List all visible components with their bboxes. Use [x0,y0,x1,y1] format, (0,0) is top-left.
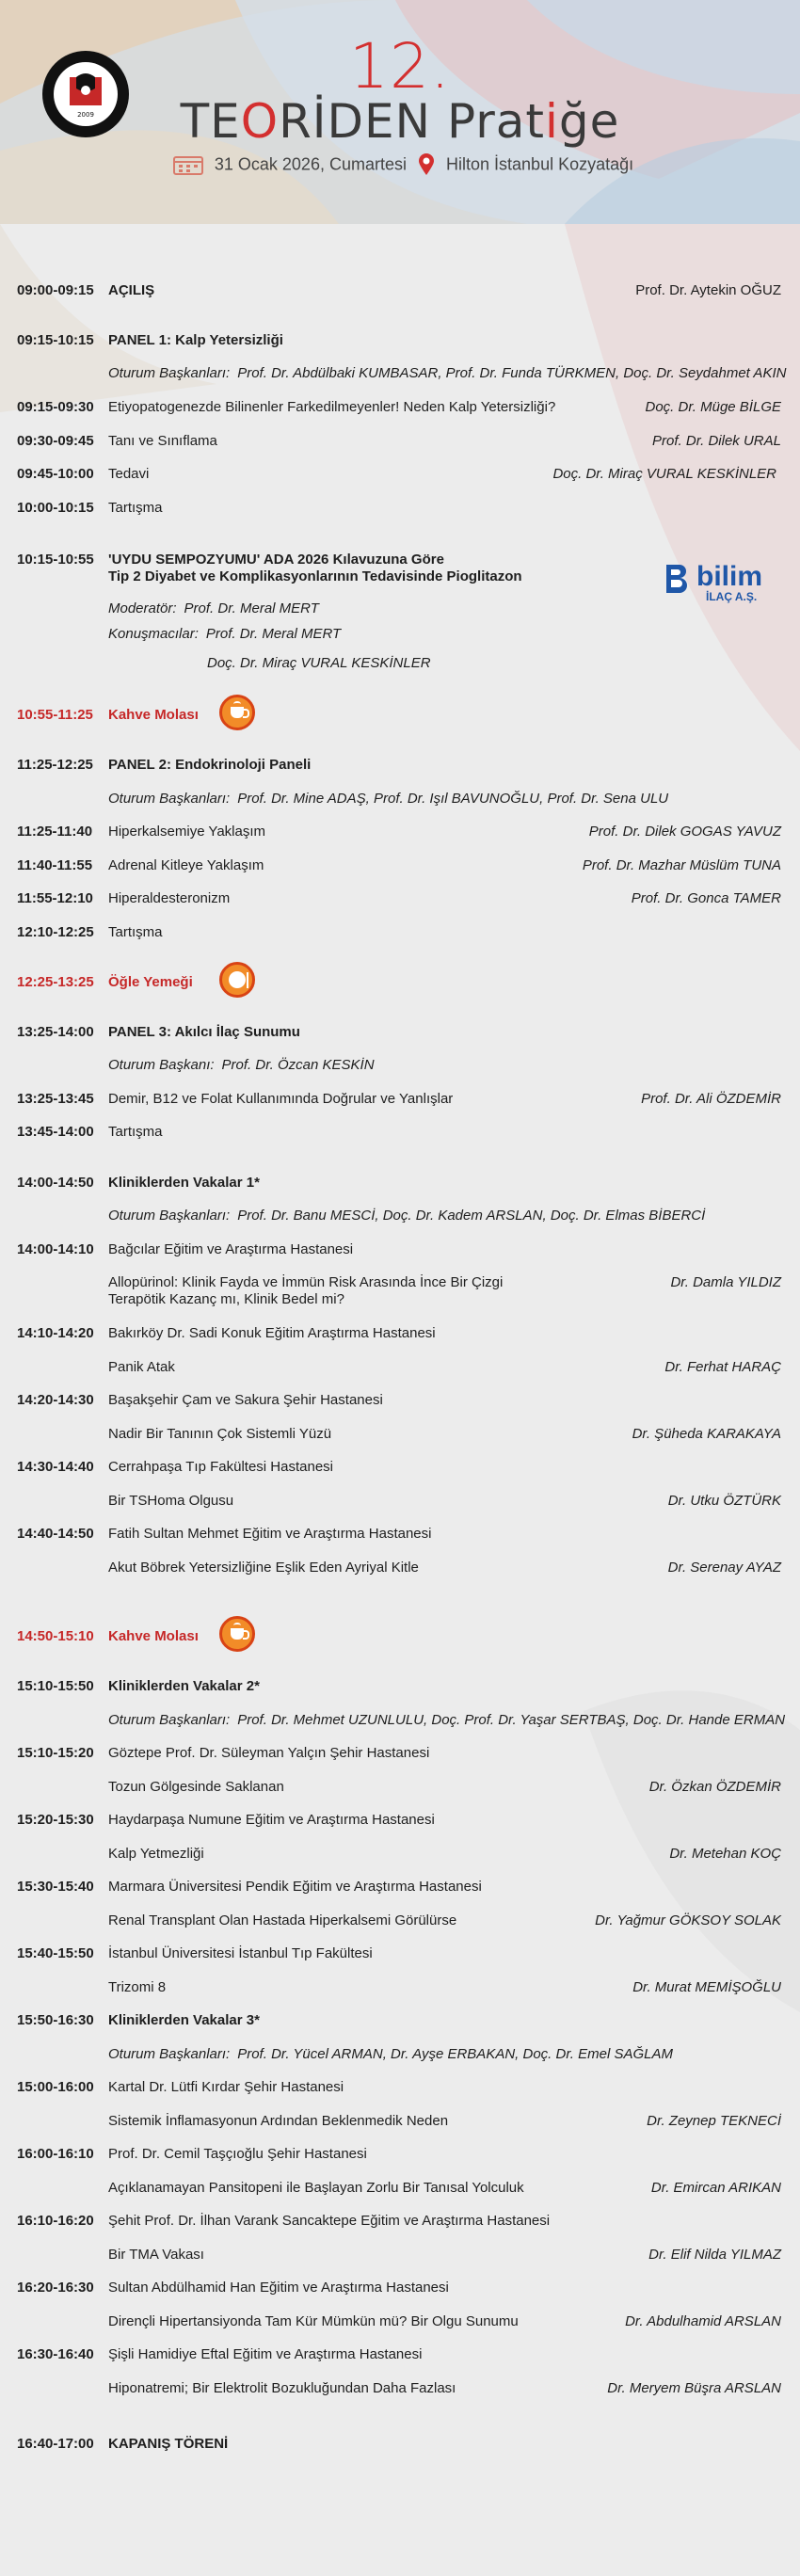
header-banner [0,0,800,224]
event-meta [0,152,800,177]
svg-text:2009: 2009 [77,111,94,119]
event-date: 31 Ocak 2026, Cumartesi [214,154,407,174]
edition-number: 12. [349,30,451,103]
svg-text:İLAÇ A.Ş.: İLAÇ A.Ş. [706,590,758,603]
bilim-ilac-logo [663,546,774,609]
event-venue: Hilton İstanbul Kozyatağı [446,154,634,174]
event-title: TEORİDEN Pratiğe [180,94,620,149]
svg-text:bilim: bilim [696,561,763,592]
location-pin-icon [417,152,436,177]
bilim-logo-mark [663,546,774,604]
coffee-cup-icon [219,695,255,730]
coffee-cup-icon [219,1616,255,1652]
program-schedule: bilim İLAÇ A.Ş. 09:00-09:15 AÇILIŞ Prof. Dr. Aytekin OĞUZ 09:15-10:15 PANEL 1: Kalp Yetersizliği Oturum Başkanları: Prof. Dr. Abdülbaki KUMBASAR, Prof. Dr. Funda TÜRKMEN, Doç. Dr. Seydahmet AKIN 09:15-09:30 Etiyopatogenezde Bilinenler Farkedilmeyenler! Neden Kalp Yetersizliği? Doç. Dr. Müge BİLGE 09:30-09:45 Tanı ve Sınıflama Prof. Dr. Dilek URAL 09:45-10:00 Tedavi Doç. Dr. Miraç VURAL KESKİNLER 10:00-10:15 Tartışma 10:15-10:55 'UYDU SEMPOZYUMU' ADA 2026 Kılavuzuna Göre Tip 2 Diyabet ve Komplikasyonlarının Tedavisinde Pioglitazon Moderatör: Prof. Dr. Meral MERT Konuşmacılar: Prof. Dr. Meral MERT Doç. Dr. Miraç VURAL KESKİNLER 10:55-11:25 Kahve Molası 11:25-12:25 PANEL 2: Endokrinoloji Paneli Oturum Başkanları: Prof. Dr. Mine ADAŞ, Prof. Dr. Işıl BAVUNOĞLU, Prof. Dr. Sena ULU 11:25-11:40 Hiperkalsemiye Yaklaşım Prof. Dr. Dilek GOGAS YAVUZ 11:40-11:55 Adrenal Kitleye Yaklaşım Prof. Dr. Mazhar Müslüm TUNA 11:55-12:10 Hiperaldesteronizm Prof. Dr. Gonca TAMER 12:10-12:25 Tartışma 12:25-13:25 Öğle Yemeği 13:25-14:00 PANEL 3: Akılcı İlaç Sunumu Oturum Başkanı: Prof. Dr. Özcan KESKİN 13:25-13:45 Demir, B12 ve Folat Kullanımında Doğrular ve Yanlışlar Prof. Dr. Ali ÖZDEMİR 13:45-14:00 Tartışma 14:00-14:50 Kliniklerden Vakalar 1* Oturum Başkanları: Prof. Dr. Banu MESCİ, Doç. Dr. Kadem ARSLAN, Doç. Dr. Elmas BİBERCİ 14:00-14:10 Bağcılar Eğitim ve Araştırma Hastanesi Allopürinol: Klinik Fayda ve İmmün Risk Arasında İnce Bir Çizgi Dr. Damla YILDIZ Terapötik Kazanç mı, Klinik Bedel mi? 14:10-14:20 Bakırköy Dr. Sadi Konuk Eğitim Araştırma Hastanesi Panik Atak Dr. Ferhat HARAÇ 14:20-14:30 Başakşehir Çam ve Sakura Şehir Hastanesi Nadir Bir Tanının Çok Sistemli Yüzü Dr. Şüheda KARAKAYA 14:30-14:40 Cerrahpaşa Tıp Fakültesi Hastanesi Bir TSHoma Olgusu Dr. Utku ÖZTÜRK 14:40-14:50 Fatih Sultan Mehmet Eğitim ve Araştırma Hastanesi Akut Böbrek Yetersizliğine Eşlik Eden Ayriyal Kitle Dr. Serenay AYAZ 14:50-15:10 Kahve Molası 15:10-15:50 Kliniklerden Vakalar 2* Oturum Başkanları: Prof. Dr. Mehmet UZUNLULU, Doç. Prof. Dr. Yaşar SERTBAŞ, Doç. Dr. Hande ERMAN 15:10-15:20 Göztepe Prof. Dr. Süleyman Yalçın Şehir Hastanesi Tozun Gölgesinde Saklanan Dr. Özkan ÖZDEMİR 15:20-15:30 Haydarpaşa Numune Eğitim ve Araştırma Hastanesi Kalp Yetmezliği Dr. Metehan KOÇ 15:30-15:40 Marmara Üniversitesi Pendik Eğitim ve Araştırma Hastanesi Renal Transplant Olan Hastada Hiperkalsemi Görülürse Dr. Yağmur GÖKSOY SOLAK 15:40-15:50 İstanbul Üniversitesi İstanbul Tıp Fakültesi Trizomi 8 Dr. Murat MEMİŞOĞLU 15:50-16:30 Kliniklerden Vakalar 3* Oturum Başkanları: Prof. Dr. Yücel ARMAN, Dr. Ayşe ERBAKAN, Doç. Dr. Emel SAĞLAM 15:00-16:00 Kartal Dr. Lütfi Kırdar Şehir Hastanesi Sistemik İnflamasyonun Ardından Beklenmedik Neden Dr. Zeynep TEKNECİ 16:00-16:10 Prof. Dr. Cemil Taşçıoğlu Şehir Hastanesi Açıklanamayan Pansitopeni ile Başlayan Zorlu Bir Tanısal Yolculuk Dr. Emircan ARIKAN 16:10-16:20 Şehit Prof. Dr. İlhan Varank Sancaktepe Eğitim ve Araştırma Hastanesi Bir TMA Vakası Dr. Elif Nilda YILMAZ 16:20-16:30 Sultan Abdülhamid Han Eğitim ve Araştırma Hastanesi Dirençli Hipertansiyonda Tam Kür Mümkün mü? Bir Olgu Sunumu Dr. Abdulhamid ARSLAN 16:30-16:40 Şişli Hamidiye Eftal Eğitim ve Araştırma Hastanesi Hiponatremi; Bir Elektrolit Bozukluğundan Daha Fazlası Dr. Meryem Büşra ARSLAN 16:40-17:00 KAPANIŞ TÖRENİ [0,224,800,2576]
calendar-icon [172,153,204,176]
meal-plate-icon [219,962,255,998]
